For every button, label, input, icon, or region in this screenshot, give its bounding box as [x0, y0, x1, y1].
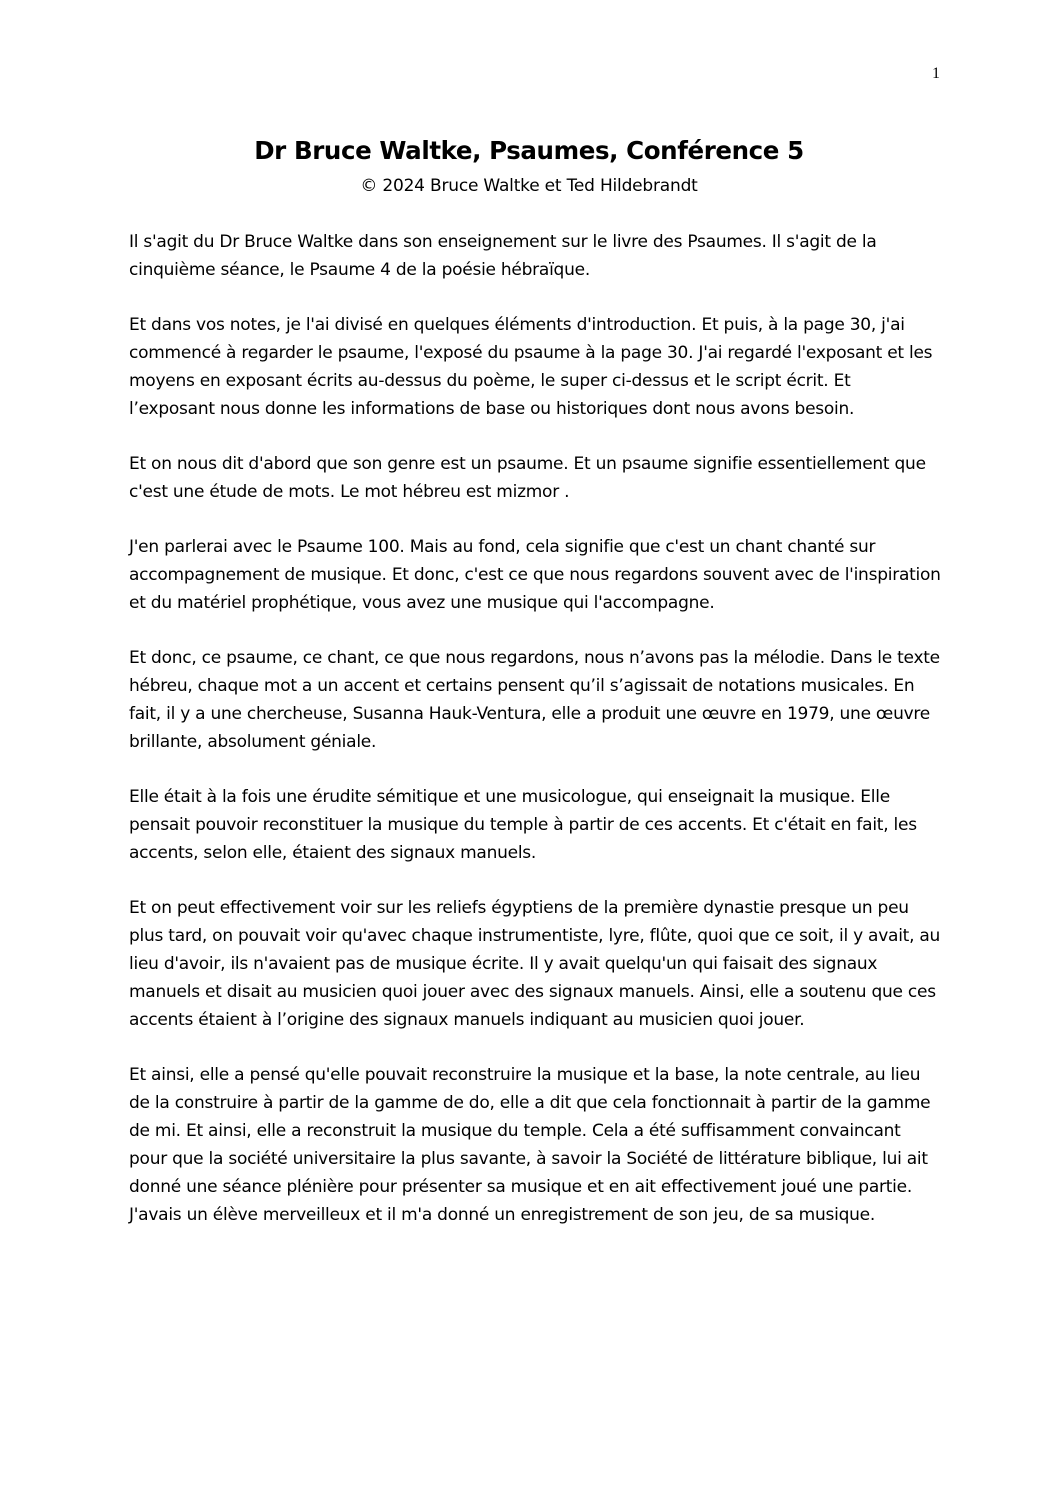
paragraph: Et ainsi, elle a pensé qu'elle pouvait reconstruire la musique et la base, la note centrale, au lieu de la construire à partir de la gamme de do, elle a dit que cela fonctionnait à partir de la gamme de mi. Et ainsi, elle a reconstruit la musique du temple. Cela a été suffisamment convaincant pour que la société universitaire la plus savante, à savoir la Société de littérature biblique, lui ait donné une séance plénière pour présenter sa musique et en ait effectivement joué une partie. J'avais un élève merveilleux et il m'a donné un enregistrement de son jeu, de sa musique.	[129, 1065, 931, 1225]
paragraph: J'en parlerai avec le Psaume 100. Mais au fond, cela signifie que c'est un chant chanté sur accompagnement de musique. Et donc, c'est ce que nous regardons souvent avec de l'inspiration et du matériel prophétique, vous avez une musique qui l'accompagne.	[129, 537, 941, 613]
paragraph: Il s'agit du Dr Bruce Waltke dans son enseignement sur le livre des Psaumes. Il s'agit de la cinquième séance, le Psaume 4 de la poésie hébraïque.	[129, 232, 877, 280]
document-title: Dr Bruce Waltke, Psaumes, Conférence 5	[254, 136, 804, 165]
paragraph: Et dans vos notes, je l'ai divisé en quelques éléments d'introduction. Et puis, à la page 30, j'ai commencé à regarder le psaume, l'exposé du psaume à la page 30. J'ai regardé l'exposant et les moyens en exposant écrits au-dessus du poème, le super ci-dessus et le script écrit. Et l’exposant nous donne les informations de base ou historiques dont nous avons besoin.	[129, 315, 933, 419]
paragraph: Et on nous dit d'abord que son genre est un psaume. Et un psaume signifie essentiellement que c'est une étude de mots. Le mot hébreu est mizmor .	[129, 454, 926, 502]
document-body	[129, 228, 941, 1256]
paragraph: Et donc, ce psaume, ce chant, ce que nous regardons, nous n’avons pas la mélodie. Dans le texte hébreu, chaque mot a un accent et certains pensent qu’il s’agissait de notations musicales. En fait, il y a une chercheuse, Susanna Hauk-Ventura, elle a produit une œuvre en 1979, une œuvre brillante, absolument géniale.	[129, 648, 940, 752]
copyright-line: © 2024 Bruce Waltke et Ted Hildebrandt	[360, 176, 698, 196]
paragraph: Et on peut effectivement voir sur les reliefs égyptiens de la première dynastie presque un peu plus tard, on pouvait voir qu'avec chaque instrumentiste, lyre, flûte, quoi que ce soit, il y avait, au lieu d'avoir, ils n'avaient pas de musique écrite. Il y avait quelqu'un qui faisait des signaux manuels et disait au musicien quoi jouer avec des signaux manuels. Ainsi, elle a soutenu que ces accents étaient à l’origine des signaux manuels indiquant au musicien quoi jouer.	[129, 898, 941, 1030]
page-number: 1	[932, 65, 940, 82]
paragraph: Elle était à la fois une érudite sémitique et une musicologue, qui enseignait la musique. Elle pensait pouvoir reconstituer la musique du temple à partir de ces accents. Et c'était en fait, les accents, selon elle, étaient des signaux manuels.	[129, 787, 917, 863]
